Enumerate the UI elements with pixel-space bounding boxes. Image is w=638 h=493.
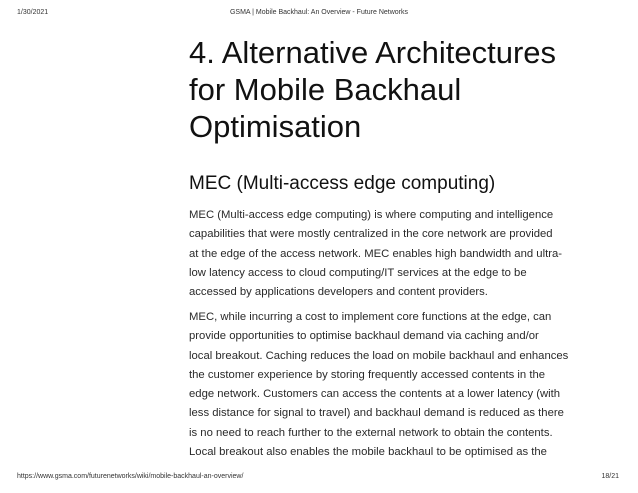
text-line: less distance for signal to travel) and backhaul demand is reduced as there — [189, 407, 564, 420]
text-line: MEC (Multi-access edge computing) is where computing and intelligence — [189, 209, 554, 221]
text-line: edge network. Customers can access the contents at a lower latency (with — [189, 388, 561, 401]
print-page-title: GSMA | Mobile Backhaul: An Overview - Future Networks — [229, 9, 409, 16]
heading-line: 4. Alternative Architectures — [189, 35, 557, 70]
heading-line: for Mobile Backhaul — [189, 72, 462, 107]
print-footer — [0, 473, 638, 485]
text-line: low latency access to cloud computing/IT services at the edge to be — [189, 266, 527, 279]
text-line: capabilities that were mostly centralized in the core network are provided — [189, 228, 553, 241]
subsection-heading: MEC (Multi-access edge computing) — [189, 173, 496, 194]
text-line: provide opportunities to optimise backhaul demand via caching and/or — [189, 330, 539, 343]
section-heading — [189, 34, 604, 145]
text-line: accessed by applications developers and content providers. — [189, 286, 488, 299]
heading-line: Optimisation — [189, 109, 362, 144]
paragraph-mec-definition — [189, 206, 604, 302]
text-line: Local breakout also enables the mobile backhaul to be optimised as the — [189, 446, 547, 459]
print-url: https://www.gsma.com/futurenetworks/wiki/mobile-backhaul-an-overview/ — [17, 473, 244, 480]
text-line: at the edge of the access network. MEC enables high bandwidth and ultra- — [189, 247, 563, 260]
page-number: 18/21 — [601, 473, 619, 480]
text-line: MEC, while incurring a cost to implement core functions at the edge, can — [189, 311, 552, 323]
article-content — [189, 34, 604, 459]
text-line: local breakout. Caching reduces the load on mobile backhaul and enhances — [189, 349, 569, 362]
print-date: 1/30/2021 — [17, 9, 49, 16]
text-line: is no need to reach further to the external network to obtain the contents. — [189, 426, 553, 439]
text-line: the customer experience by storing frequently accessed contents in the — [189, 368, 546, 381]
paragraph-mec-benefits — [189, 308, 604, 462]
print-header — [0, 9, 638, 21]
